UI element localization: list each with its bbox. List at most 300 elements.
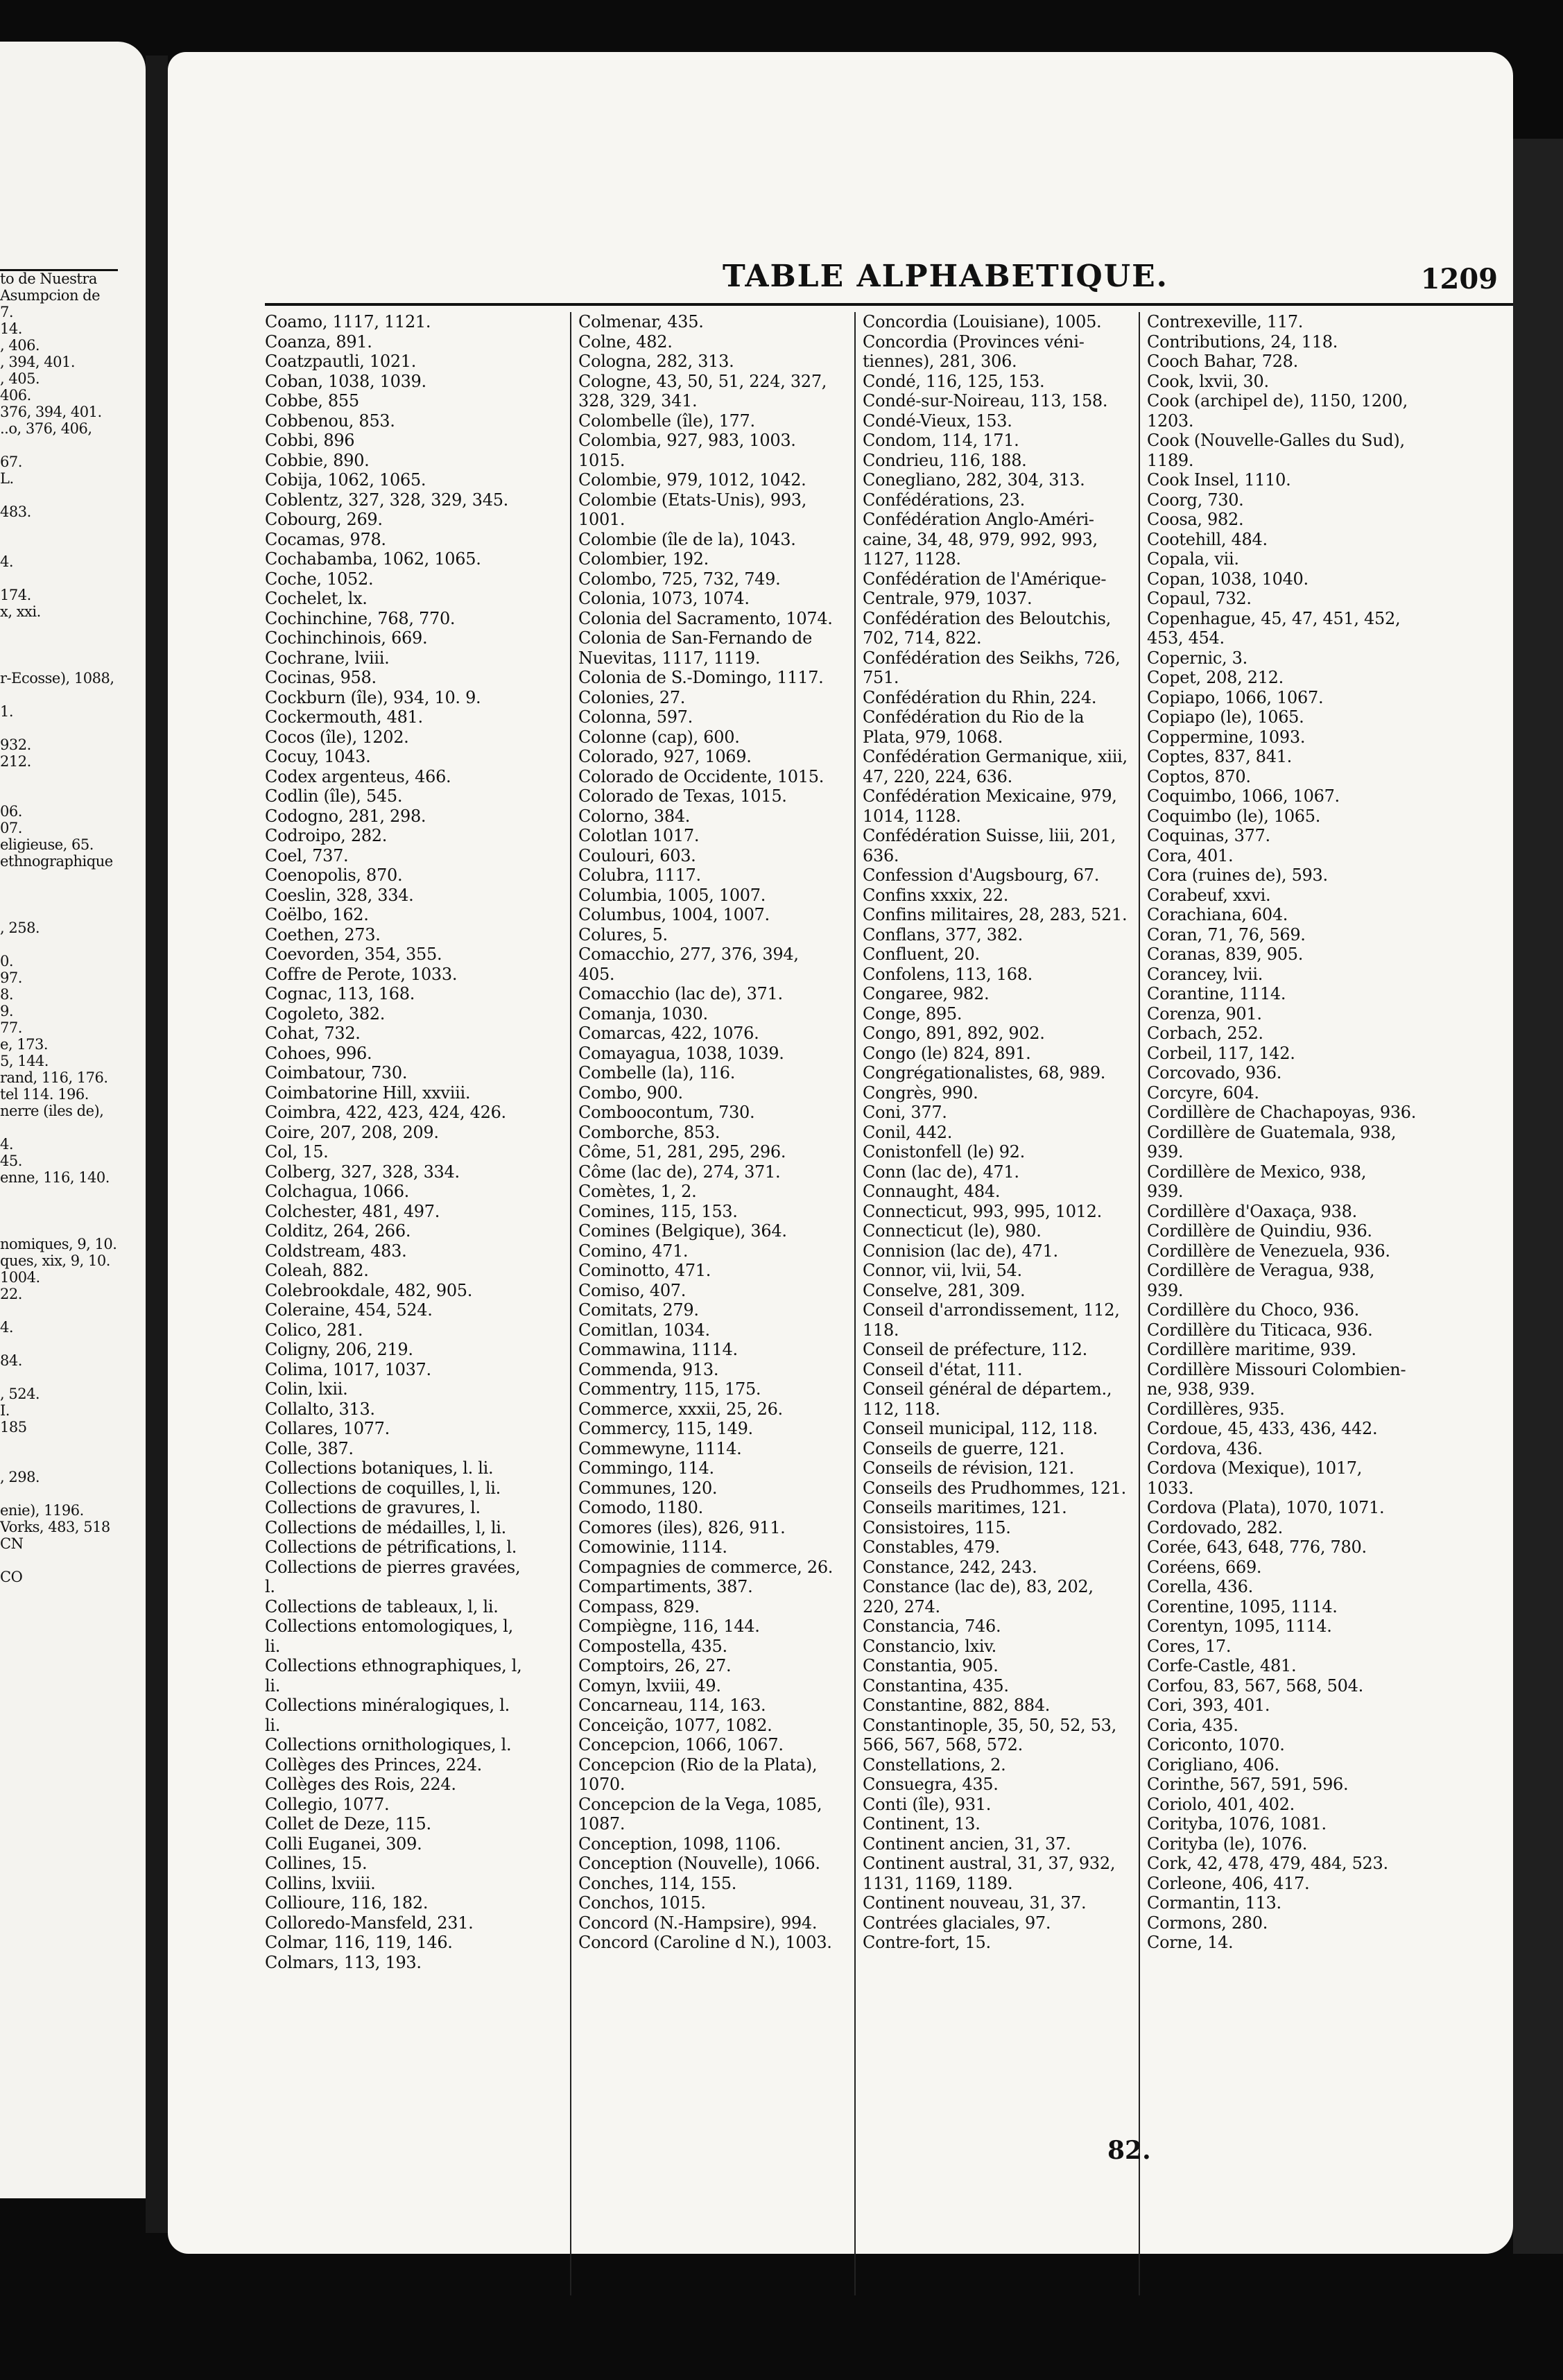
left-page-line: 0. [0, 953, 14, 969]
index-entry: Comitats, 279. [578, 1300, 699, 1320]
index-entry: 328, 329, 341. [578, 391, 698, 411]
index-entry: Confédération de l'Amérique- [863, 569, 1107, 589]
index-entry: Coptes, 837, 841. [1147, 747, 1293, 766]
index-entry: Cormons, 280. [1147, 1913, 1268, 1933]
index-entry: Colonia del Sacramento, 1074. [578, 608, 833, 628]
index-entry: Conseils de guerre, 121. [863, 1438, 1064, 1458]
index-entry: Contrexeville, 117. [1147, 312, 1304, 331]
index-entry: Concarneau, 114, 163. [578, 1696, 766, 1715]
index-entry: Codroipo, 282. [265, 826, 388, 845]
index-entry: Confins xxxix, 22. [863, 885, 1009, 905]
index-entry: Colima, 1017, 1037. [265, 1359, 431, 1379]
index-entry: Corinthe, 567, 591, 596. [1147, 1775, 1349, 1794]
index-column-4 [1139, 312, 1445, 2295]
index-entry: Comines (Belgique), 364. [578, 1221, 787, 1241]
left-page-line: 4. [0, 1136, 14, 1153]
index-entry: Codogno, 281, 298. [265, 806, 426, 826]
index-entry: Condrieu, 116, 188. [863, 450, 1027, 470]
index-entry: Constantine, 882, 884. [863, 1696, 1051, 1715]
left-page-line: , 394, 401. [0, 354, 76, 370]
index-entry: Comacchio (lac de), 371. [578, 984, 783, 1003]
index-entry: Collections entomologiques, l, [265, 1616, 514, 1636]
index-entry: Coevorden, 354, 355. [265, 945, 442, 964]
index-entry: Copenhague, 45, 47, 451, 452, [1147, 608, 1401, 628]
index-entry: Collections de coquilles, l, li. [265, 1478, 501, 1498]
index-entry: Conn (lac de), 471. [863, 1162, 1019, 1182]
index-entry: Consuegra, 435. [863, 1775, 999, 1794]
index-entry: Coffre de Perote, 1033. [265, 964, 458, 984]
index-entry: Conseil municipal, 112, 118. [863, 1419, 1098, 1438]
index-entry: Coriolo, 401, 402. [1147, 1794, 1295, 1814]
index-entry: Coethen, 273. [265, 924, 381, 945]
left-page-line: ethnographique [0, 853, 113, 870]
index-entry: Colombie (Etats-Unis), 993, [578, 490, 807, 510]
index-entry: Collections de pierres gravées, [265, 1557, 521, 1577]
index-entry: Columbia, 1005, 1007. [578, 885, 766, 905]
index-entry: Colorado de Occidente, 1015. [578, 766, 824, 786]
index-entry: Cook (archipel de), 1150, 1200, [1147, 391, 1408, 411]
index-entry: Colmars, 113, 193. [265, 1952, 422, 1972]
index-entry: 1001. [578, 510, 625, 529]
left-page-line [0, 520, 146, 537]
index-entry: Coamo, 1117, 1121. [265, 312, 431, 331]
index-entry: Constables, 479. [863, 1537, 1000, 1557]
index-entry: 1070. [578, 1775, 625, 1794]
index-entry: Colonia de S.-Domingo, 1117. [578, 668, 824, 687]
index-entry: Coréens, 669. [1147, 1557, 1262, 1577]
index-entry: Connecticut (le), 980. [863, 1221, 1042, 1241]
index-entry: Connision (lac de), 471. [863, 1241, 1058, 1261]
left-page-line: 14. [0, 320, 22, 337]
index-entry: Connor, vii, lvii, 54. [863, 1261, 1022, 1280]
index-entry: 405. [578, 964, 615, 984]
index-entry: Coblentz, 327, 328, 329, 345. [265, 490, 508, 510]
index-entry: 220, 274. [863, 1596, 940, 1616]
index-entry: Coranas, 839, 905. [1147, 945, 1304, 964]
index-entry: Conceição, 1077, 1082. [578, 1715, 772, 1735]
index-entry: Contre-fort, 15. [863, 1933, 991, 1952]
index-entry: Corentine, 1095, 1114. [1147, 1596, 1338, 1616]
index-entry: Corityba, 1076, 1081. [1147, 1814, 1327, 1834]
index-entry: Cootehill, 484. [1147, 529, 1268, 549]
index-entry: Corbeil, 117, 142. [1147, 1043, 1295, 1063]
index-entry: Cores, 17. [1147, 1636, 1232, 1656]
index-entry: Coquinas, 377. [1147, 826, 1270, 845]
index-entry: Cordillère de Venezuela, 936. [1147, 1241, 1390, 1261]
index-entry: Coleraine, 454, 524. [265, 1300, 433, 1320]
index-entry: 1203. [1147, 411, 1194, 431]
index-entry: Condé-Vieux, 153. [863, 411, 1012, 431]
index-entry: Conseils maritimes, 121. [863, 1498, 1067, 1517]
index-column-3 [854, 312, 1146, 2295]
index-entry: Coppermine, 1093. [1147, 727, 1306, 747]
index-entry: Cobija, 1062, 1065. [265, 470, 426, 490]
index-entry: Coquimbo, 1066, 1067. [1147, 786, 1340, 806]
index-entry: tiennes), 281, 306. [863, 352, 1017, 371]
index-entry: Cobbenou, 853. [265, 411, 395, 431]
left-page-line [0, 653, 146, 670]
index-entry: Confédération des Beloutchis, [863, 608, 1111, 628]
index-entry: Cobbe, 855 [265, 391, 359, 411]
index-entry: Comborche, 853. [578, 1122, 720, 1142]
index-entry: Comodo, 1180. [578, 1498, 703, 1517]
left-page-line: tel 114. 196. [0, 1086, 89, 1103]
left-page-line [0, 1485, 146, 1502]
index-entry: 939. [1147, 1280, 1184, 1300]
left-page-line: 4. [0, 1319, 14, 1336]
left-page-text [0, 270, 146, 1585]
index-entry: Columbus, 1004, 1007. [578, 905, 770, 924]
index-entry: Coel, 737. [265, 845, 349, 865]
index-entry: Collections ethnographiques, l, [265, 1656, 522, 1675]
left-page-line: 45. [0, 1153, 22, 1169]
index-entry: Confédération Germanique, xiii, [863, 747, 1128, 766]
index-entry: Commerce, xxxii, 25, 26. [578, 1399, 783, 1419]
left-page-line [0, 1452, 146, 1469]
index-entry: Cohat, 732. [265, 1024, 361, 1043]
index-entry: Colberg, 327, 328, 334. [265, 1162, 460, 1182]
index-entry: Collèges des Rois, 224. [265, 1775, 456, 1794]
index-entry: Cocos (île), 1202. [265, 727, 409, 747]
index-entry: Congo (le) 824, 891. [863, 1043, 1031, 1063]
left-page-line: CO [0, 1569, 23, 1585]
index-entry: Conseil général de départem., [863, 1379, 1112, 1399]
index-entry: Coban, 1038, 1039. [265, 371, 426, 391]
index-entry: Coni, 377. [863, 1103, 947, 1122]
index-entry: Cora, 401. [1147, 845, 1234, 865]
index-entry: 1127, 1128. [863, 549, 961, 569]
left-page-line: , 298. [0, 1469, 40, 1485]
index-entry: Colorado, 927, 1069. [578, 747, 752, 766]
index-entry: Coquimbo (le), 1065. [1147, 806, 1321, 826]
index-entry: Colli Euganei, 309. [265, 1834, 422, 1854]
index-entry: Cochrane, lviii. [265, 648, 390, 668]
index-entry: Constantia, 905. [863, 1656, 999, 1675]
signature-mark: 82. [1107, 2136, 1151, 2165]
left-page-line [0, 870, 146, 886]
index-entry: Corne, 14. [1147, 1933, 1234, 1952]
left-page-line [0, 886, 146, 903]
index-entry: Conil, 442. [863, 1122, 953, 1142]
index-entry: Conseils de révision, 121. [863, 1458, 1074, 1478]
left-page-line: 7. [0, 304, 14, 320]
index-entry: Commenda, 913. [578, 1359, 719, 1379]
index-entry: Corcovado, 936. [1147, 1063, 1282, 1083]
left-page-line [0, 786, 146, 803]
index-entry: Continent nouveau, 31, 37. [863, 1893, 1087, 1913]
index-entry: Confédération du Rio de la [863, 707, 1085, 727]
left-page-line: to de Nuestra [0, 270, 97, 287]
index-entry: Collections botaniques, l. li. [265, 1458, 494, 1478]
index-entry: Corenza, 901. [1147, 1003, 1262, 1024]
left-page-line: , 524. [0, 1386, 40, 1402]
index-entry: 1087. [578, 1814, 625, 1834]
index-entry: Cockburn (île), 934, 10. 9. [265, 687, 481, 707]
index-entry: 1189. [1147, 450, 1194, 470]
index-entry: Cook Insel, 1110. [1147, 470, 1291, 490]
index-entry: Connaught, 484. [863, 1182, 1001, 1201]
left-page-line [0, 770, 146, 786]
index-entry: Cobbi, 896 [265, 431, 355, 450]
index-entry: Coleah, 882. [265, 1261, 369, 1280]
index-entry: Constance (lac de), 83, 202, [863, 1577, 1094, 1596]
index-entry: Colubra, 1117. [578, 865, 701, 885]
index-entry: Colombia, 927, 983, 1003. [578, 431, 796, 450]
index-entry: Concepcion (Rio de la Plata), [578, 1754, 818, 1775]
index-entry: Cordillère de Chachapoyas, 936. [1147, 1103, 1417, 1122]
index-entry: li. [265, 1675, 281, 1696]
index-entry: Congaree, 982. [863, 984, 990, 1003]
index-entry: Comino, 471. [578, 1241, 689, 1261]
index-entry: Confolens, 113, 168. [863, 964, 1033, 984]
index-entry: Collet de Deze, 115. [265, 1814, 431, 1834]
index-entry: Commingo, 114. [578, 1458, 714, 1478]
left-page-line: 212. [0, 753, 31, 770]
index-entry: Condom, 114, 171. [863, 431, 1019, 450]
left-page-line [0, 1336, 146, 1352]
index-entry: Côme, 51, 281, 295, 296. [578, 1142, 786, 1162]
index-entry: Cordillère maritime, 939. [1147, 1340, 1356, 1359]
index-entry: 751. [863, 668, 899, 687]
index-entry: Codlin (île), 545. [265, 786, 403, 806]
index-entry: Corfou, 83, 567, 568, 504. [1147, 1675, 1363, 1696]
index-entry: Collèges des Princes, 224. [265, 1754, 483, 1775]
index-entry: Conception (Nouvelle), 1066. [578, 1854, 820, 1873]
left-page-line [0, 1202, 146, 1219]
index-entry: l. [265, 1577, 275, 1596]
index-entry: Coulouri, 603. [578, 845, 696, 865]
index-entry: Commawina, 1114. [578, 1340, 738, 1359]
index-entry: Cordillères, 935. [1147, 1399, 1285, 1419]
index-entry: Cordova (Mexique), 1017, [1147, 1458, 1363, 1478]
index-entry: Coenopolis, 870. [265, 865, 403, 885]
index-column-2 [570, 312, 861, 2295]
index-entry: Compagnies de commerce, 26. [578, 1557, 834, 1577]
index-entry: Coria, 435. [1147, 1715, 1238, 1735]
index-entry: Cork, 42, 478, 479, 484, 523. [1147, 1854, 1388, 1873]
index-entry: Coran, 71, 76, 569. [1147, 924, 1306, 945]
index-entry: Cordoue, 45, 433, 436, 442. [1147, 1419, 1378, 1438]
index-entry: caine, 34, 48, 979, 992, 993, [863, 529, 1098, 549]
index-entry: Collections minéralogiques, l. [265, 1696, 510, 1715]
left-page-line [0, 1219, 146, 1236]
index-entry: Cocamas, 978. [265, 529, 386, 549]
index-entry: Conistonfell (le) 92. [863, 1142, 1025, 1162]
index-entry: Cockermouth, 481. [265, 707, 423, 727]
left-page-line: , 406. [0, 337, 40, 354]
left-page-line: rand, 116, 176. [0, 1069, 108, 1086]
index-entry: Conseil d'état, 111. [863, 1359, 1023, 1379]
index-entry: Comines, 115, 153. [578, 1201, 738, 1221]
index-entry: Constancio, lxiv. [863, 1636, 996, 1656]
index-entry: 112, 118. [863, 1399, 940, 1419]
index-entry: Collections de tableaux, l, li. [265, 1596, 499, 1616]
index-entry: Concepcion de la Vega, 1085, [578, 1794, 822, 1814]
index-entry: 566, 567, 568, 572. [863, 1735, 1023, 1754]
left-page-line: 77. [0, 1019, 22, 1036]
index-entry: Corachiana, 604. [1147, 905, 1288, 924]
index-entry: Compiègne, 116, 144. [578, 1616, 760, 1636]
left-page-line: ..o, 376, 406, [0, 420, 92, 437]
index-entry: Cologne, 43, 50, 51, 224, 327, [578, 371, 827, 391]
index-entry: 1131, 1169, 1189. [863, 1873, 1013, 1893]
index-entry: 1033. [1147, 1478, 1194, 1498]
index-entry: Coimbra, 422, 423, 424, 426. [265, 1103, 506, 1122]
left-page-line: x, xxi. [0, 603, 41, 620]
left-page-line: 1. [0, 703, 14, 720]
index-entry: 453, 454. [1147, 628, 1225, 648]
index-entry: 47, 220, 224, 636. [863, 766, 1012, 786]
index-entry: Collegio, 1077. [265, 1794, 390, 1814]
index-entry: Comiso, 407. [578, 1280, 686, 1300]
index-entry: Cordovado, 282. [1147, 1517, 1283, 1537]
index-entry: Congo, 891, 892, 902. [863, 1024, 1045, 1043]
index-entry: Cobbie, 890. [265, 450, 370, 470]
index-entry: Collections de pétrifications, l. [265, 1537, 517, 1557]
index-entry: Coimbatorine Hill, xxviii. [265, 1083, 471, 1103]
index-column-1 [265, 312, 548, 2295]
index-entry: Colmenar, 435. [578, 312, 704, 331]
index-entry: Confédération Mexicaine, 979, [863, 786, 1117, 806]
index-entry: Copan, 1038, 1040. [1147, 569, 1309, 589]
index-entry: Cora (ruines de), 593. [1147, 865, 1328, 885]
index-entry: Cologna, 282, 313. [578, 352, 734, 371]
left-page-line: L. [0, 470, 14, 487]
index-entry: 636. [863, 845, 899, 865]
index-entry: Corentyn, 1095, 1114. [1147, 1616, 1332, 1636]
index-entry: Confins militaires, 28, 283, 521. [863, 905, 1128, 924]
index-entry: Nuevitas, 1117, 1119. [578, 648, 761, 668]
index-entry: Colombie, 979, 1012, 1042. [578, 470, 806, 490]
index-entry: Colmar, 116, 119, 146. [265, 1933, 453, 1952]
index-entry: li. [265, 1636, 281, 1656]
index-entry: Colico, 281. [265, 1320, 363, 1340]
index-entry: Copaul, 732. [1147, 589, 1252, 608]
left-page-line [0, 1186, 146, 1202]
index-entry: Collares, 1077. [265, 1419, 390, 1438]
index-entry: Coosa, 982. [1147, 510, 1244, 529]
index-entry: Plata, 979, 1068. [863, 727, 1003, 747]
index-entry: Corabeuf, xxvi. [1147, 885, 1271, 905]
index-entry: Collections ornithologiques, l. [265, 1735, 512, 1754]
index-entry: Constellations, 2. [863, 1754, 1006, 1775]
index-entry: Conselve, 281, 309. [863, 1280, 1026, 1300]
index-entry: Constance, 242, 243. [863, 1557, 1037, 1577]
index-entry: Comanja, 1030. [578, 1003, 708, 1024]
index-entry: Compartiments, 387. [578, 1577, 753, 1596]
index-entry: Cochabamba, 1062, 1065. [265, 549, 481, 569]
left-page-line [0, 1435, 146, 1452]
left-page-line: e, 173. [0, 1036, 49, 1053]
left-page-line: 5, 144. [0, 1053, 49, 1069]
index-entry: Conseil de préfecture, 112. [863, 1340, 1087, 1359]
index-entry: Confédérations, 23. [863, 490, 1025, 510]
index-entry: Corleone, 406, 417. [1147, 1873, 1310, 1893]
index-entry: Conti (île), 931. [863, 1794, 992, 1814]
index-entry: Coimbatour, 730. [265, 1063, 408, 1083]
index-entry: Coatzpautli, 1021. [265, 352, 417, 371]
index-entry: Compass, 829. [578, 1596, 700, 1616]
left-page-line [0, 570, 146, 587]
index-entry: 118. [863, 1320, 899, 1340]
index-entry: Continent ancien, 31, 37. [863, 1834, 1071, 1854]
index-entry: Cordillère d'Oaxaça, 938. [1147, 1201, 1357, 1221]
index-entry: Cordova (Plata), 1070, 1071. [1147, 1498, 1385, 1517]
index-entry: Colonia de San-Fernando de [578, 628, 812, 648]
index-entry: Copernic, 3. [1147, 648, 1247, 668]
index-entry: Condé-sur-Noireau, 113, 158. [863, 391, 1108, 411]
index-entry: Comacchio, 277, 376, 394, [578, 945, 799, 964]
index-entry: Continent austral, 31, 37, 932, [863, 1854, 1116, 1873]
index-entry: Colchagua, 1066. [265, 1182, 409, 1201]
index-entry: Colonna, 597. [578, 707, 693, 727]
index-entry: Consistoires, 115. [863, 1517, 1011, 1537]
index-entry: Commentry, 115, 175. [578, 1379, 761, 1399]
index-entry: Coëlbo, 162. [265, 905, 369, 924]
index-entry: Coldstream, 483. [265, 1241, 407, 1261]
index-entry: Conge, 895. [863, 1003, 962, 1024]
index-entry: Coligny, 206, 219. [265, 1340, 413, 1359]
left-page-line [0, 487, 146, 503]
index-entry: Confédération des Seikhs, 726, [863, 648, 1121, 668]
left-page-line: 67. [0, 454, 22, 470]
index-entry: Col, 15. [265, 1142, 329, 1162]
left-page-line: CN [0, 1535, 24, 1552]
index-entry: Combo, 900. [578, 1083, 683, 1103]
index-entry: Cordova, 436. [1147, 1438, 1263, 1458]
main-page [168, 52, 1513, 2254]
index-entry: Combelle (la), 116. [578, 1063, 736, 1083]
index-entry: Collins, lxviii. [265, 1873, 376, 1893]
left-page-line: enne, 116, 140. [0, 1169, 110, 1186]
index-entry: Colombier, 192. [578, 549, 709, 569]
index-entry: Cominotto, 471. [578, 1261, 711, 1280]
index-entry: 1015. [578, 450, 625, 470]
index-entry: Cochinchine, 768, 770. [265, 608, 456, 628]
left-facing-page [0, 42, 146, 2198]
index-entry: Colotlan 1017. [578, 826, 700, 845]
index-entry: Collines, 15. [265, 1854, 368, 1873]
left-page-line: 932. [0, 736, 31, 753]
left-page-line: Asumpcion de [0, 287, 101, 304]
left-page-line: 84. [0, 1352, 22, 1369]
index-entry: Cohoes, 996. [265, 1043, 372, 1063]
index-entry: Colonia, 1073, 1074. [578, 589, 750, 608]
index-entry: 702, 714, 822. [863, 628, 982, 648]
left-page-line: 1004. [0, 1269, 40, 1286]
index-entry: Conches, 114, 155. [578, 1873, 737, 1893]
index-entry: Confédération Suisse, liii, 201, [863, 826, 1116, 845]
index-entry: Comyn, lxviii, 49. [578, 1675, 721, 1696]
index-entry: Corancey, lvii. [1147, 964, 1263, 984]
left-page-line: nomiques, 9, 10. [0, 1236, 117, 1252]
left-page-line: 185 [0, 1419, 27, 1435]
index-entry: Cordillère de Quindiu, 936. [1147, 1221, 1372, 1241]
left-page-line [0, 1552, 146, 1569]
index-entry: Colne, 482. [578, 331, 673, 352]
index-entry: Colonies, 27. [578, 687, 686, 707]
index-entry: Cocinas, 958. [265, 668, 377, 687]
index-entry: Confluent, 20. [863, 945, 980, 964]
page-edge-shadow [1513, 139, 1563, 2254]
index-entry: Concordia (Louisiane), 1005. [863, 312, 1102, 331]
index-entry: Constantinople, 35, 50, 52, 53, [863, 1715, 1116, 1735]
index-entry: Corantine, 1114. [1147, 984, 1286, 1003]
index-entry: Cormantin, 113. [1147, 1893, 1281, 1913]
left-page-line [0, 637, 146, 653]
left-page-line: eligieuse, 65. [0, 836, 94, 853]
left-page-line: 22. [0, 1286, 22, 1302]
